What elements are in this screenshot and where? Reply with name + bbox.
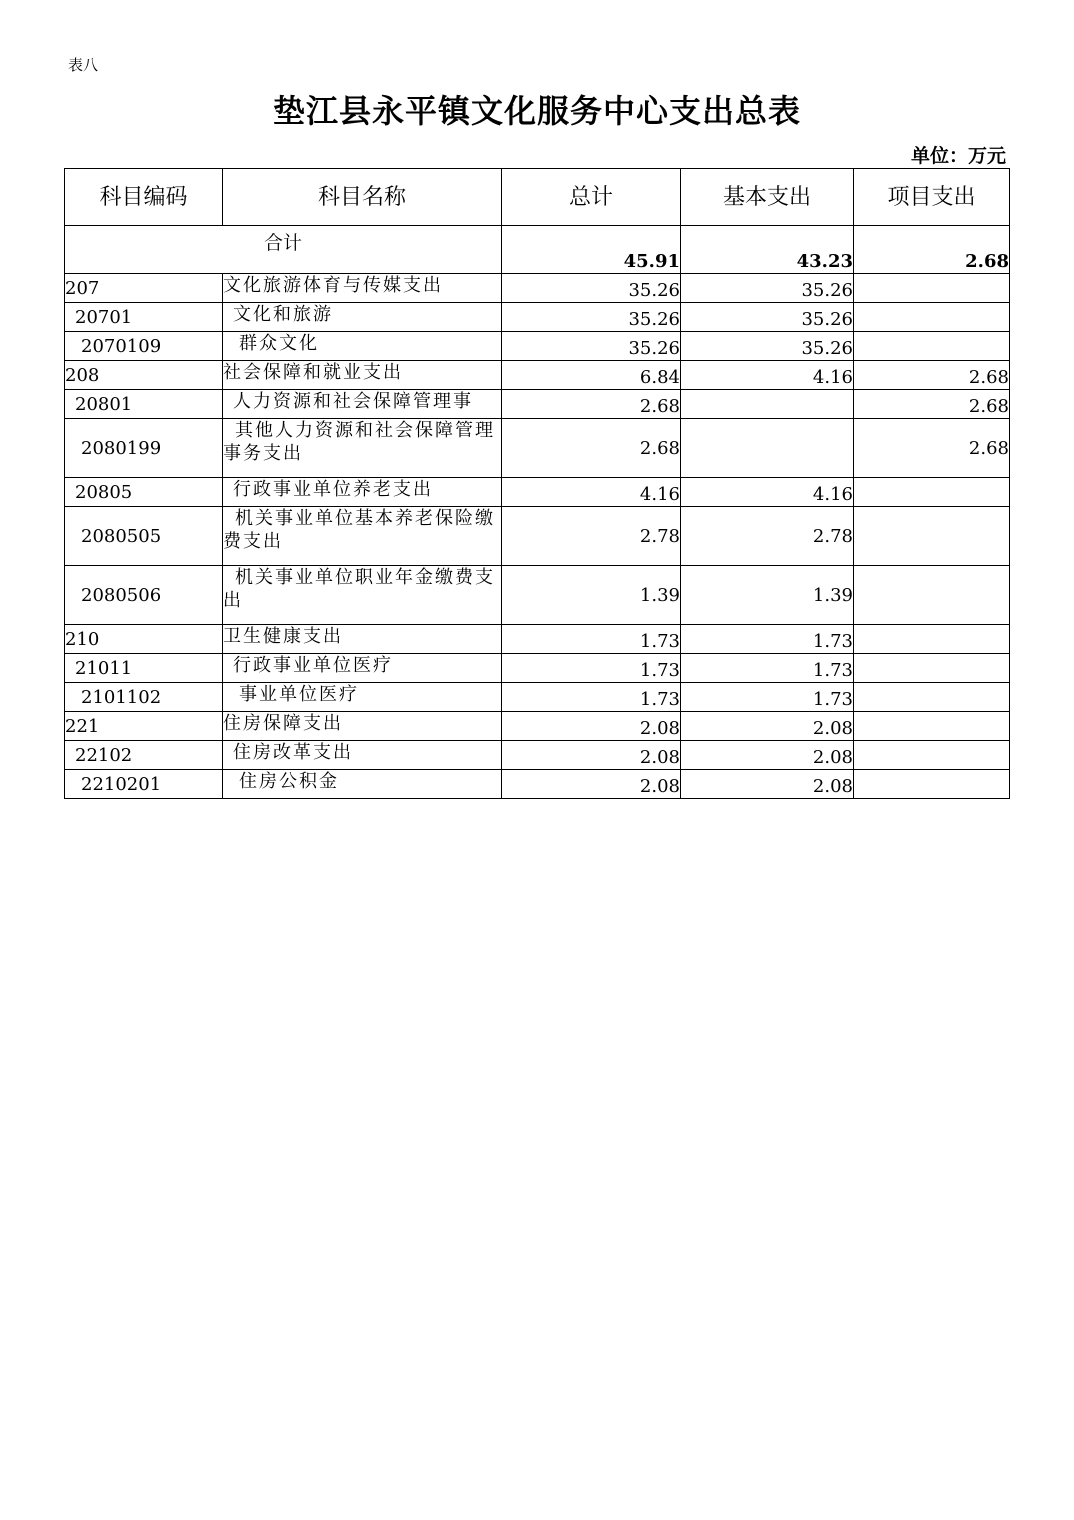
row-total: 6.84 bbox=[502, 361, 681, 390]
row-basic: 1.73 bbox=[681, 625, 854, 654]
row-project bbox=[854, 712, 1010, 741]
header-basic: 基本支出 bbox=[681, 169, 854, 226]
row-code: 2210201 bbox=[65, 770, 223, 799]
row-project bbox=[854, 303, 1010, 332]
row-project bbox=[854, 274, 1010, 303]
table-row bbox=[65, 303, 1010, 332]
row-total: 1.73 bbox=[502, 625, 681, 654]
row-code: 221 bbox=[65, 712, 223, 741]
table-row bbox=[65, 332, 1010, 361]
row-name: 住房公积金 bbox=[223, 770, 502, 799]
row-code: 22102 bbox=[65, 741, 223, 770]
table-row bbox=[65, 274, 1010, 303]
table-row bbox=[65, 741, 1010, 770]
table-row bbox=[65, 507, 1010, 566]
row-name: 住房保障支出 bbox=[223, 712, 502, 741]
row-name: 行政事业单位医疗 bbox=[223, 654, 502, 683]
row-total: 2.08 bbox=[502, 712, 681, 741]
row-name: 事业单位医疗 bbox=[223, 683, 502, 712]
row-project bbox=[854, 683, 1010, 712]
row-code: 207 bbox=[65, 274, 223, 303]
row-basic: 4.16 bbox=[681, 361, 854, 390]
row-basic: 35.26 bbox=[681, 332, 854, 361]
row-code: 210 bbox=[65, 625, 223, 654]
row-total: 35.26 bbox=[502, 274, 681, 303]
row-code: 2080199 bbox=[65, 419, 223, 478]
row-project bbox=[854, 741, 1010, 770]
row-basic: 1.39 bbox=[681, 566, 854, 625]
row-basic bbox=[681, 390, 854, 419]
total-basic: 43.23 bbox=[681, 226, 854, 274]
row-name: 住房改革支出 bbox=[223, 741, 502, 770]
row-project bbox=[854, 625, 1010, 654]
row-total: 2.08 bbox=[502, 770, 681, 799]
row-basic: 2.08 bbox=[681, 712, 854, 741]
row-total: 2.78 bbox=[502, 507, 681, 566]
table-row bbox=[65, 683, 1010, 712]
row-project: 2.68 bbox=[854, 361, 1010, 390]
row-code: 20701 bbox=[65, 303, 223, 332]
row-project bbox=[854, 566, 1010, 625]
row-code: 2080505 bbox=[65, 507, 223, 566]
row-total: 1.73 bbox=[502, 654, 681, 683]
header-row bbox=[65, 169, 1010, 226]
row-basic: 2.08 bbox=[681, 770, 854, 799]
row-name: 其他人力资源和社会保障管理事务支出 bbox=[223, 419, 502, 478]
row-code: 20805 bbox=[65, 478, 223, 507]
table-row bbox=[65, 478, 1010, 507]
row-total: 35.26 bbox=[502, 303, 681, 332]
row-basic: 1.73 bbox=[681, 683, 854, 712]
row-name: 群众文化 bbox=[223, 332, 502, 361]
row-total: 2.08 bbox=[502, 741, 681, 770]
row-code: 21011 bbox=[65, 654, 223, 683]
row-total: 2.68 bbox=[502, 419, 681, 478]
table-row bbox=[65, 361, 1010, 390]
expenditure-table bbox=[64, 168, 1010, 799]
table-row bbox=[65, 654, 1010, 683]
table-row bbox=[65, 712, 1010, 741]
row-basic bbox=[681, 419, 854, 478]
row-project bbox=[854, 770, 1010, 799]
total-project: 2.68 bbox=[854, 226, 1010, 274]
table-row bbox=[65, 566, 1010, 625]
page-title: 垫江县永平镇文化服务中心支出总表 bbox=[272, 92, 801, 130]
row-project: 2.68 bbox=[854, 419, 1010, 478]
row-total: 2.68 bbox=[502, 390, 681, 419]
row-name: 卫生健康支出 bbox=[223, 625, 502, 654]
row-name: 机关事业单位职业年金缴费支出 bbox=[223, 566, 502, 625]
row-name: 文化和旅游 bbox=[223, 303, 502, 332]
row-project: 2.68 bbox=[854, 390, 1010, 419]
row-name: 人力资源和社会保障管理事 bbox=[223, 390, 502, 419]
row-basic: 1.73 bbox=[681, 654, 854, 683]
row-basic: 35.26 bbox=[681, 274, 854, 303]
unit-label: 单位：万元 bbox=[910, 145, 1006, 167]
row-basic: 4.16 bbox=[681, 478, 854, 507]
row-total: 35.26 bbox=[502, 332, 681, 361]
table-row bbox=[65, 770, 1010, 799]
row-code: 2101102 bbox=[65, 683, 223, 712]
row-name: 行政事业单位养老支出 bbox=[223, 478, 502, 507]
row-basic: 2.08 bbox=[681, 741, 854, 770]
table-row bbox=[65, 419, 1010, 478]
header-project: 项目支出 bbox=[854, 169, 1010, 226]
row-total: 4.16 bbox=[502, 478, 681, 507]
total-label: 合计 bbox=[65, 226, 502, 274]
row-code: 2070109 bbox=[65, 332, 223, 361]
header-code: 科目编码 bbox=[65, 169, 223, 226]
row-code: 208 bbox=[65, 361, 223, 390]
row-project bbox=[854, 507, 1010, 566]
row-code: 2080506 bbox=[65, 566, 223, 625]
row-total: 1.39 bbox=[502, 566, 681, 625]
row-project bbox=[854, 478, 1010, 507]
table-row bbox=[65, 390, 1010, 419]
row-name: 社会保障和就业支出 bbox=[223, 361, 502, 390]
header-name: 科目名称 bbox=[223, 169, 502, 226]
row-name: 文化旅游体育与传媒支出 bbox=[223, 274, 502, 303]
total-total: 45.91 bbox=[502, 226, 681, 274]
row-project bbox=[854, 654, 1010, 683]
row-project bbox=[854, 332, 1010, 361]
header-total: 总计 bbox=[502, 169, 681, 226]
table-row bbox=[65, 625, 1010, 654]
row-basic: 35.26 bbox=[681, 303, 854, 332]
row-name: 机关事业单位基本养老保险缴费支出 bbox=[223, 507, 502, 566]
table-number: 表八 bbox=[68, 56, 99, 74]
total-row bbox=[65, 226, 1010, 274]
row-code: 20801 bbox=[65, 390, 223, 419]
row-basic: 2.78 bbox=[681, 507, 854, 566]
row-total: 1.73 bbox=[502, 683, 681, 712]
